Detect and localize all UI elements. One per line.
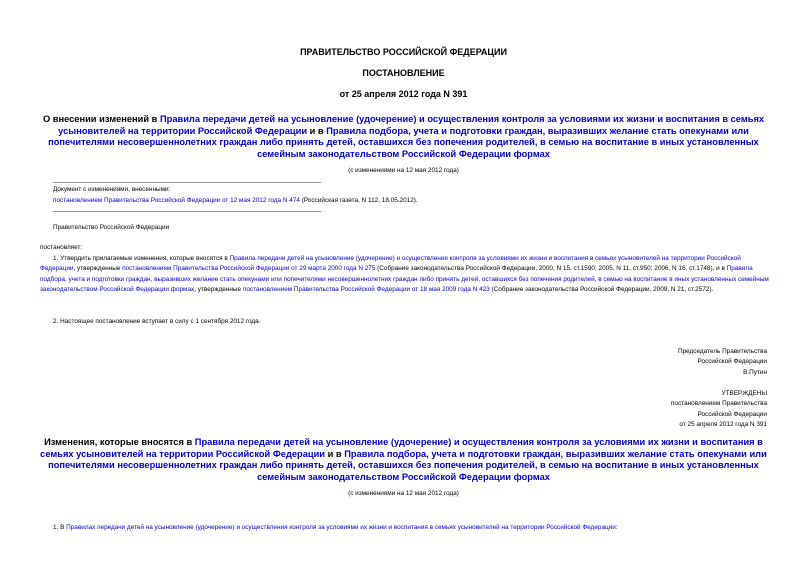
p1-link-guardian-rules[interactable]: Правила подбора, учета и подготовки граждан, выразивших желание стать опекунами или попечителями несовершеннолетних граждан либо принять детей, оставшихся без попечения родителей, в семью на воспитание в иных установленных семейным законодательством Российской Федерации формах [40, 265, 769, 294]
item-1-link[interactable]: Правилах передачи детей на усыновление (удочерение) и осуществления контроля за условиями их жизни и воспитания в семьях усыновителей на территории Российской Федерации [66, 524, 616, 531]
title-link-guardian-rules[interactable]: Правила подбора, учета и подготовки граждан, выразивших желание стать опекунами или попечителями несовершеннолетних граждан либо принять детей, оставшихся без попечения родителей, в семью на воспитание в иных установленных семейным законодательством Российской Федерации формах [48, 125, 759, 159]
title-prefix: О внесении изменений в [42, 114, 160, 124]
item-1 [53, 523, 618, 533]
title-link-adoption-rules[interactable]: Правила передачи детей на усыновление (удочерение) и осуществления контроля за условиями их жизни и воспитания в семьях усыновителей на территории Российской Федерации [58, 114, 765, 136]
p1-text-e: (Собрание законодательства Российской Федерации, 2009, N 21, ст.2572). [489, 286, 714, 294]
paragraph-1 [40, 254, 770, 296]
p1-text-d: , утвержденные [194, 286, 243, 294]
signature-name: В.Путин [743, 368, 767, 376]
item-1-suffix: : [615, 524, 618, 531]
approval-block [671, 389, 767, 431]
amendment-link[interactable]: постановлением Правительства Российской Федерации от 12 мая 2012 года N 474 [53, 197, 300, 204]
approval-heading: УТВЕРЖДЕНЫ [721, 390, 767, 397]
changes-title-link-guardian-rules[interactable]: Правила подбора, учета и подготовки граждан, выразивших желание стать опекунами или попечителями несовершеннолетних граждан либо принять детей, оставшихся без попечения родителей, в семью на воспитание в иных установленных семейным законодательством Российской Федерации формах [48, 448, 767, 482]
approval-line-4: от 25 апреля 2012 года N 391 [679, 421, 767, 429]
signature-block [678, 347, 767, 378]
changes-title-link-adoption-rules[interactable]: Правила передачи детей на усыновление (удочерение) и осуществления контроля за условиями их жизни и воспитания в семьях усыновителей на территории Российской Федерации [40, 437, 763, 459]
paragraph-2: 2. Настоящее постановление вступает в силу с 1 сентября 2012 года. [53, 318, 261, 325]
item-1-prefix: 1. В [53, 524, 67, 531]
amendment-publication: (Российская газета, N 112, 18.05.2012). [299, 197, 418, 204]
document-title [30, 114, 777, 160]
p1-link-adoption-rules[interactable]: Правила передачи детей на усыновление (удочерение) и осуществления контроля за условиями их жизни и воспитания в семьях усыновителей на территории Российской Федерации [40, 255, 741, 273]
government-line: Правительство Российской Федерации [53, 224, 170, 231]
p1-text-c: (Собрание законодательства Российской Федерации, 2000, N 15, ст.1590; 2005, N 11, ст.950; 2006, N 16, ст.1748), и в [375, 265, 727, 273]
document-type: ПОСТАНОВЛЕНИЕ [362, 68, 445, 78]
title-middle: и в [307, 125, 327, 136]
p1-text-b: , утвержденные [73, 265, 123, 273]
changes-title-middle: и в [325, 448, 345, 459]
changes-title [30, 437, 777, 483]
changes-label: Документ с изменениями, внесенными: [53, 186, 171, 193]
signature-country: Российской Федерации [697, 358, 767, 366]
changes-source [53, 196, 418, 206]
government-heading: ПРАВИТЕЛЬСТВО РОССИЙСКОЙ ФЕДЕРАЦИИ [300, 47, 507, 57]
p1-link-decree-423[interactable]: постановлением Правительства Российской Федерации от 18 мая 2009 года N 423 [242, 286, 490, 294]
divider-bottom [53, 211, 321, 212]
decrees-word: постановляет: [40, 244, 83, 251]
amended-note: (с изменениями на 12 мая 2012 года) [348, 167, 459, 174]
divider-top [53, 182, 321, 183]
document-date-number: от 25 апреля 2012 года N 391 [339, 89, 468, 99]
signature-title: Председатель Правительства [678, 348, 767, 355]
approval-line-2: постановлением Правительства [671, 400, 767, 408]
p1-text-a: 1. Утвердить прилагаемые изменения, которые вносятся в [53, 255, 230, 262]
approval-line-3: Российской Федерации [697, 410, 767, 418]
changes-note: (с изменениями на 12 мая 2012 года) [348, 490, 459, 497]
changes-title-prefix: Изменения, которые вносятся в [44, 437, 195, 447]
p1-link-decree-275[interactable]: постановлением Правительства Российской Федерации от 29 марта 2000 года N 275 [122, 265, 376, 273]
